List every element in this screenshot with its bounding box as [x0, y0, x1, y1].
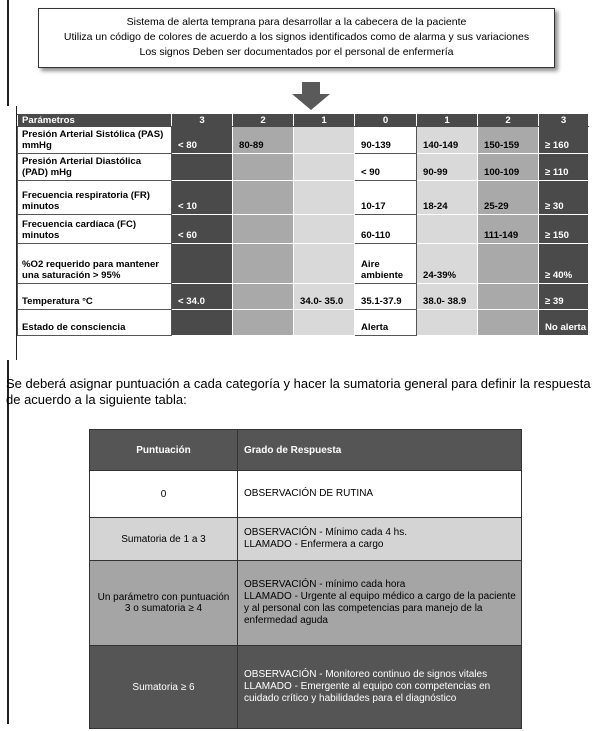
left-margin-line	[7, 0, 9, 106]
score-cell	[294, 310, 355, 336]
response-text	[238, 471, 522, 518]
header-grado-respuesta: Grado de Respuesta	[238, 430, 522, 471]
param-label: Estado de consciencia	[18, 310, 172, 336]
score-label: Sumatoria de 1 a 3	[90, 518, 238, 561]
response-row	[90, 646, 522, 729]
score-cell: 140-149	[417, 127, 478, 154]
score-cell	[233, 310, 294, 336]
response-header	[90, 430, 522, 471]
score-cell: ≥ 150	[539, 215, 589, 244]
left-margin-line	[7, 410, 9, 724]
score-cell: 24-39%	[417, 244, 478, 284]
param-label: %O2 requerido para mantener una saturación > 95%	[18, 244, 172, 284]
score-cell: 25-29	[478, 181, 539, 215]
score-cell: ≥ 39	[539, 284, 589, 310]
response-text	[238, 561, 522, 646]
vital-row-fr	[18, 181, 589, 215]
score-cell	[233, 215, 294, 244]
param-label: Temperatura °C	[18, 284, 172, 310]
score-cell: ≥ 160	[539, 127, 589, 154]
score-cell	[233, 154, 294, 181]
response-line: OBSERVACIÓN - Mínimo cada 4 hs.	[244, 527, 408, 538]
score-label: 0	[90, 471, 238, 518]
response-text	[238, 646, 522, 729]
arrow-down-icon	[292, 82, 330, 110]
score-cell: 100-109	[478, 154, 539, 181]
score-cell	[233, 244, 294, 284]
response-row	[90, 561, 522, 646]
response-line: LLAMADO - Enfermera a cargo	[244, 539, 384, 550]
score-cell: < 80	[172, 127, 233, 154]
score-cell: Alerta	[355, 310, 417, 336]
vital-row-pas	[18, 127, 589, 154]
score-cell: < 10	[172, 181, 233, 215]
score-cell: 150-159	[478, 127, 539, 154]
score-label: Un parámetro con puntuación 3 o sumatoria ≥ 4	[90, 561, 238, 646]
score-cell: No alerta	[539, 310, 589, 336]
header-score-1: 1	[294, 115, 355, 127]
notice-line: Los signos Deben ser documentados por el personal de enfermería	[139, 46, 454, 58]
response-line: OBSERVACIÓN - mínimo cada hora	[244, 579, 406, 590]
score-cell: Aire ambiente	[355, 244, 417, 284]
score-cell: ≥ 40%	[539, 244, 589, 284]
score-cell	[233, 284, 294, 310]
score-label: Sumatoria ≥ 6	[90, 646, 238, 729]
score-cell: 18-24	[417, 181, 478, 215]
alert-system-notice	[38, 8, 555, 68]
score-cell: 35.1-37.9	[355, 284, 417, 310]
score-cell: 60-110	[355, 215, 417, 244]
response-line: LLAMADO - Urgente al equipo médico a cargo de la paciente y al personal con las competencias para manejo de la enfermedad aguda	[244, 591, 516, 626]
param-label: Presión Arterial Diastólica (PAD) mHg	[18, 154, 172, 181]
header-parametros: Parámetros	[18, 115, 172, 127]
score-cell: 38.0- 38.9	[417, 284, 478, 310]
score-cell: 10-17	[355, 181, 417, 215]
header-score-1: 1	[417, 115, 478, 127]
score-cell: 34.0- 35.0	[294, 284, 355, 310]
response-line: OBSERVACIÓN - Monitoreo continuo de signos vitales	[244, 669, 488, 680]
score-cell: < 60	[172, 215, 233, 244]
score-cell: < 90	[355, 154, 417, 181]
score-cell	[294, 244, 355, 284]
instructions-paragraph: Se deberá asignar puntuación a cada categoría y hacer la sumatoria general para definir la respuesta de acuerdo a la siguiente tabla:	[6, 376, 591, 407]
score-cell	[294, 154, 355, 181]
notice-line: Utiliza un código de colores de acuerdo a los signos identificados como de alarma y sus variaciones	[63, 31, 530, 43]
response-table	[89, 429, 522, 729]
response-text	[238, 518, 522, 561]
score-cell	[233, 181, 294, 215]
score-cell: 111-149	[478, 215, 539, 244]
response-line: OBSERVACIÓN DE RUTINA	[244, 488, 374, 499]
score-cell: ≥ 30	[539, 181, 589, 215]
param-label: Presión Arterial Sistólica (PAS) mmHg	[18, 127, 172, 154]
response-line: LLAMADO - Emergente al equipo con competencias en cuidado crítico y habilidades para el diagnóstico	[244, 681, 491, 704]
score-cell	[478, 244, 539, 284]
notice-line: Sistema de alerta temprana para desarrollar a la cabecera de la paciente	[126, 16, 467, 28]
vital-row-consciencia	[18, 310, 589, 336]
vital-row-fc	[18, 215, 589, 244]
score-cell	[172, 310, 233, 336]
score-cell	[417, 310, 478, 336]
score-cell	[172, 244, 233, 284]
param-label: Frecuencia respiratoria (FR) minutos	[18, 181, 172, 215]
param-label: Frecuencia cardíaca (FC) minutos	[18, 215, 172, 244]
score-cell: 80-89	[233, 127, 294, 154]
score-cell	[294, 215, 355, 244]
vital-row-pad	[18, 154, 589, 181]
header-score-0: 0	[355, 115, 417, 127]
vital-row-o2	[18, 244, 589, 284]
header-score-3: 3	[539, 115, 589, 127]
score-cell	[417, 215, 478, 244]
score-cell: < 34.0	[172, 284, 233, 310]
score-cell: 90-139	[355, 127, 417, 154]
header-score-2: 2	[233, 115, 294, 127]
score-cell	[294, 127, 355, 154]
score-cell	[478, 310, 539, 336]
score-cell	[294, 181, 355, 215]
header-score-3: 3	[172, 115, 233, 127]
score-cell	[478, 284, 539, 310]
header-puntuacion: Puntuación	[90, 430, 238, 471]
score-cell: ≥ 110	[539, 154, 589, 181]
vital-signs-header	[18, 115, 589, 127]
header-score-2: 2	[478, 115, 539, 127]
score-cell	[172, 154, 233, 181]
vital-signs-table	[17, 114, 589, 336]
vital-row-temperatura	[18, 284, 589, 310]
response-row	[90, 471, 522, 518]
response-row	[90, 518, 522, 561]
score-cell: 90-99	[417, 154, 478, 181]
